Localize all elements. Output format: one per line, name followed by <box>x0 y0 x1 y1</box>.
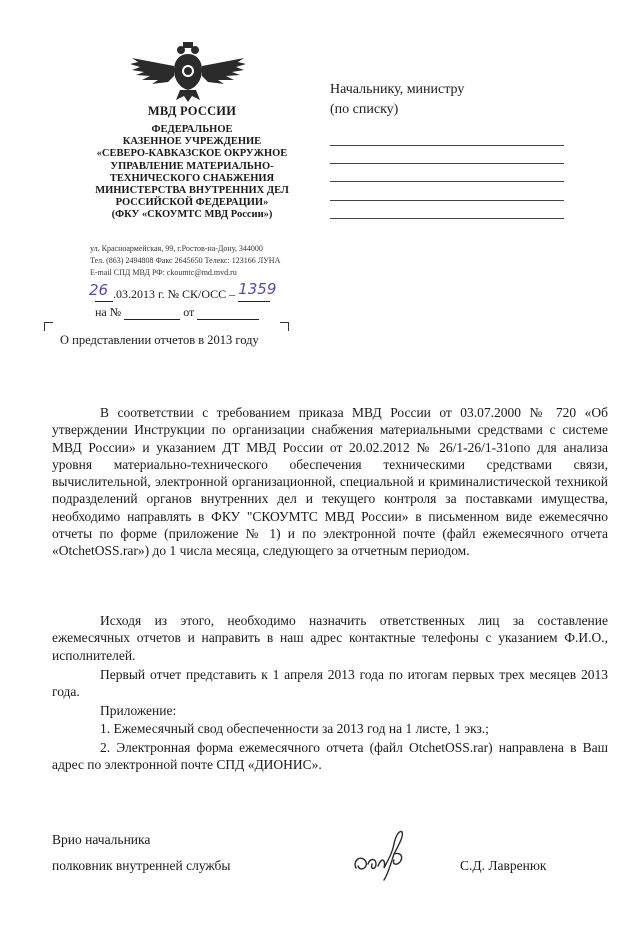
sender-address: ул. Красноармейская, 99, г.Ростов-на-Дону, 344000 <box>90 244 263 253</box>
outgoing-reference <box>89 280 277 302</box>
recipient-blank-line <box>330 181 564 182</box>
handwritten-signature-icon <box>348 824 420 884</box>
org-line: УПРАВЛЕНИЕ МАТЕРИАЛЬНО- <box>110 160 274 172</box>
body-paragraph-3: Первый отчет представить к 1 апреля 2013 года по итогам первых трех месяцев 2013 года. <box>52 667 608 700</box>
date-field <box>89 281 113 302</box>
from-label: от <box>183 305 195 319</box>
recipient-blank-line <box>330 145 564 146</box>
date-printed: .03.2013 г. № СК/ОСС – <box>113 287 236 301</box>
handwritten-number: 1359 <box>238 280 277 298</box>
incoming-reference <box>95 305 259 320</box>
org-line: ТЕХНИЧЕСКОГО СНАБЖЕНИЯ <box>109 172 275 184</box>
sender-phone: Тел. (863) 2494808 Факс 2645650 Телекс: 123166 ЛУНА <box>90 256 281 265</box>
org-line: РОССИЙСКОЙ ФЕДЕРАЦИИ» <box>115 197 269 209</box>
signatory-position: Врио начальника <box>52 832 151 847</box>
attachment-item-2: 2. Электронная форма ежемесячного отчета (файл OtchetOSS.rar) направлена в Ваш адрес по электронной почте СПД «ДИОНИС». <box>52 740 608 773</box>
subject-bracket-right <box>280 322 289 331</box>
org-line: (ФКУ «СКОУМТС МВД России») <box>111 209 273 221</box>
on-number-label: на № <box>95 305 122 319</box>
subject-bracket-left <box>44 322 53 331</box>
handwritten-day: 26 <box>89 281 109 299</box>
recipient-blank-line <box>330 200 564 201</box>
org-line: КАЗЕННОЕ УЧРЕЖДЕНИЕ <box>122 136 262 148</box>
agency-name: МВД РОССИИ <box>147 104 237 118</box>
signatory-name: С.Д. Лавренюк <box>460 858 547 873</box>
signatory-rank: полковник внутренней службы <box>52 858 231 873</box>
attachments-label: Приложение: <box>100 703 177 718</box>
org-line: ФЕДЕРАЛЬНОЕ <box>151 124 233 135</box>
body-paragraph-1: В соответствии с требованием приказа МВД России от 03.07.2000 № 720 «Об утверждении Инструкции по организации снабжения материальными средствами с системе МВД России» и указанием ДТ МВД России от 20.02.2012 № 26/1-26/1-31опо для анализа уровня материально-технического обеспечения техническими средствами связи, вычислительной, электронной организационной, специальной и криминалистической техникой подразделений органов внутренних дел и текущего контроля за поставками имущества, необходимо направлять в ФКУ "СКОУМТС МВД России» в письменном виде ежемесячно отчеты по форме (приложение № 1) и по электронной почте (файл ежемесячного отчета «OtchetOSS.rar») до 1 числа месяца, следующего за отчетным периодом. <box>52 405 608 559</box>
mvd-eagle-emblem-icon <box>128 40 248 102</box>
on-number-field <box>124 307 180 320</box>
from-date-field <box>197 307 259 320</box>
sender-organization <box>72 124 312 222</box>
org-line: «СЕВЕРО-КАВКАЗСКОЕ ОКРУЖНОЕ <box>96 148 288 160</box>
number-field <box>238 280 277 302</box>
recipient-blank-line <box>330 163 564 164</box>
sender-email: E-mail СПД МВД РФ: ckoumtc@md.mvd.ru <box>90 268 237 277</box>
org-line: МИНИСТЕРСТВА ВНУТРЕННИХ ДЕЛ <box>95 185 289 197</box>
recipient-line1: Начальнику, министру <box>330 82 465 97</box>
attachment-item-1: 1. Ежемесячный свод обеспеченности за 2013 год на 1 листе, 1 экз.; <box>100 721 489 736</box>
subject-line: О представлении отчетов в 2013 году <box>60 333 259 347</box>
body-paragraph-2: Исходя из этого, необходимо назначить ответственных лиц за составление ежемесячных отчетов и направить в наш адрес контактные телефоны с указанием Ф.И.О., исполнителей. <box>52 613 608 663</box>
recipient-blank-line <box>330 218 564 219</box>
recipient-line2: (по списку) <box>330 102 399 117</box>
